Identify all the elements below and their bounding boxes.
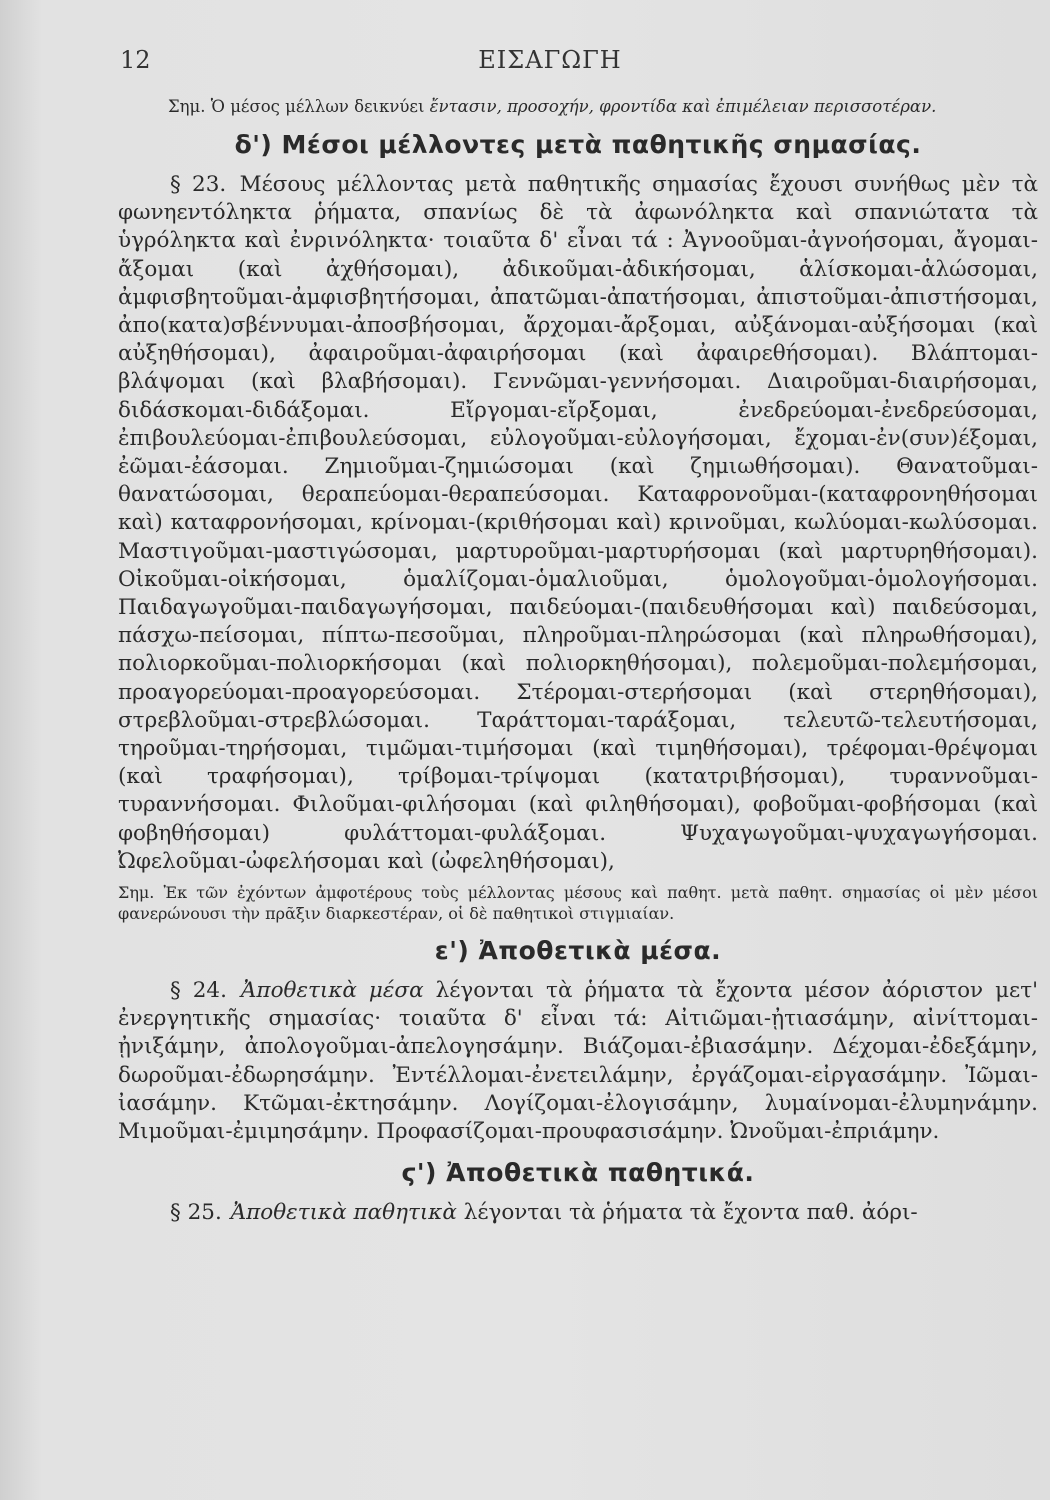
- section-heading-d: δ') Μέσοι μέλλοντες μετὰ παθητικῆς σημασίας.: [234, 130, 922, 159]
- note-label: Σημ.: [168, 97, 206, 116]
- running-title: ΕΙΣΑΓΩΓΗ: [478, 46, 622, 74]
- page-number: 12: [120, 46, 151, 74]
- note-italic-text: ἔντασιν, προσοχήν, φροντίδα καὶ ἐπιμέλειαν περισσοτέραν.: [429, 97, 937, 116]
- paragraph-mark: § 24.: [170, 978, 227, 1004]
- paragraph-text: Μέσους μέλλοντας μετὰ παθητικῆς σημασίας ἔχουσι συνήθως μὲν τὰ φωνηεντόληκτα ῥήματα, σπανίως δὲ τὰ ἀφωνόληκτα καὶ σπανιώτατα τὰ ὑγρόληκτα καὶ ἐνρινόληκτα· τοιαῦτα δ' εἶναι τά : Ἀγνοοῦμαι-ἀγνοήσομαι, ἄγομαι-ἄξομαι (καὶ ἀχθήσομαι), ἀδικοῦμαι-ἀδικήσομαι, ἁλίσκομαι-ἁλώσομαι, ἀμφισβητοῦμαι-ἀμφισβητήσομαι, ἀπατῶμαι-ἀπατήσομαι, ἀπιστοῦμαι-ἀπιστήσομαι, ἀπο(κατα)σβέννυμαι-ἀποσβήσομαι, ἄρχομαι-ἄρξομαι, αὐξάνομαι-αὐξήσομαι (καὶ αὐξηθήσομαι), ἀφαιροῦμαι-ἀφαιρήσομαι (καὶ ἀφαιρεθήσομαι). Βλάπτομαι-βλάψομαι (καὶ βλαβήσομαι). Γεννῶμαι-γεννήσομαι. Διαιροῦμαι-διαιρήσομαι, διδάσκομαι-διδάξομαι. Εἴργομαι-εἴρξομαι, ἐνεδρεύομαι-ἐνεδρεύσομαι, ἐπιβουλεύομαι-ἐπιβουλεύσομαι, εὐλογοῦμαι-εὐλογήσομαι, ἔχομαι-ἐν(συν)έξομαι, ἐῶμαι-ἐάσομαι. Ζημιοῦμαι-ζημιώσομαι (καὶ ζημιωθήσομαι). Θανατοῦμαι-θανατώσομαι, θεραπεύομαι-θεραπεύσομαι. Καταφρονοῦμαι-(καταφρονηθήσομαι καὶ) καταφρονήσομαι, κρίνομαι-(κριθήσομαι καὶ) κρινοῦμαι, κωλύομαι-κωλύσομαι. Μαστιγοῦμαι-μαστιγώσομαι, μαρτυροῦμαι-μαρτυρήσομαι (καὶ μαρτυρηθήσομαι). Οἰκοῦμαι-οἰκήσομαι, ὁμαλίζομαι-ὁμαλιοῦμαι, ὁμολογοῦμαι-ὁμολογήσομαι. Παιδαγωγοῦμαι-παιδαγωγήσομαι, παιδεύομαι-(παιδευθήσομαι καὶ) παιδεύσομαι, πάσχω-πείσομαι, πίπτω-πεσοῦμαι, πληροῦμαι-πληρώσομαι (καὶ πληρωθήσομαι), πολιορκοῦμαι-πολιορκήσομαι (καὶ πολιορκηθήσομαι), πολεμοῦμαι-πολεμήσομαι, προαγορεύομαι-προαγορεύσομαι. Στέρομαι-στερήσομαι (καὶ στερηθήσομαι), στρεβλοῦμαι-στρεβλώσομαι. Ταράττομαι-ταράξομαι, τελευτῶ-τελευτήσομαι, τηροῦμαι-τηρήσομαι, τιμῶμαι-τιμήσομαι (καὶ τιμηθήσομαι), τρέφομαι-θρέψομαι (καὶ τραφήσομαι), τρίβομαι-τρίψομαι (κατατριβήσομαι), τυραννοῦμαι-τυραννήσομαι. Φιλοῦμαι-φιλήσομαι (καὶ φιληθήσομαι), φοβοῦμαι-φοβήσομαι (καὶ φοβηθήσομαι) φυλάττομαι-φυλάξομαι. Ψυχαγωγοῦμαι-ψυχαγωγήσομαι. Ὠφελοῦμαι-ὠφελήσομαι καὶ (ὠφεληθήσομαι),: [118, 172, 1038, 874]
- paragraph-23: [118, 171, 1038, 876]
- paragraph-mark: § 25.: [170, 1200, 222, 1226]
- defined-term: Ἀποθετικὰ μέσα: [240, 978, 424, 1004]
- note-label: Σημ.: [118, 883, 155, 903]
- paragraph-mark: § 23.: [170, 172, 227, 197]
- note-text: Ἐκ τῶν ἐχόντων ἀμφοτέρους τοὺς μέλλοντας μέσους καὶ παθητ. μετὰ παθητ. σημασίας οἱ μὲν μέσοι φανερώνουσι τὴν πρᾶξιν διαρκεστέραν, οἱ δὲ παθητικοὶ στιγμιαίαν.: [118, 883, 1039, 924]
- paragraph-text: λέγονται τὰ ῥήματα τὰ ἔχοντα μέσον ἀόριστον μετ' ἐνεργητικῆς σημασίας· τοιαῦτα δ' εἶναι τά: Αἰτιῶμαι-ᾐτιασάμην, αἰνίττομαι-ᾐνιξάμην, ἀπολογοῦμαι-ἀπελογησάμην. Βιάζομαι-ἐβιασάμην. Δέχομαι-ἐδεξάμην, δωροῦμαι-ἐδωρησάμην. Ἐντέλλομαι-ἐνετειλάμην, ἐργάζομαι-εἰργασάμην. Ἰῶμαι-ἰασάμην. Κτῶμαι-ἐκτησάμην. Λογίζομαι-ἐλογισάμην, λυμαίνομαι-ἐλυμηνάμην. Μιμοῦμαι-ἐμιμησάμην. Προφασίζομαι-προυφασισάμην. Ὠνοῦμαι-ἐπριάμην.: [118, 978, 1038, 1145]
- paragraph-text: λέγονται τὰ ῥήματα τὰ ἔχοντα παθ. ἀόρι-: [463, 1200, 918, 1226]
- page-header: [110, 40, 990, 80]
- paragraph-25: [118, 1199, 1038, 1227]
- paragraph-24: [118, 977, 1038, 1146]
- defined-term: Ἀποθετικὰ παθητικὰ: [230, 1200, 457, 1226]
- note-text: Ὁ μέσος μέλλων δεικνύει: [210, 97, 425, 116]
- section-heading-f: ϛ') Ἀποθετικὰ παθητικά.: [401, 1158, 755, 1188]
- section-d-note: [118, 882, 1038, 924]
- page-content: [118, 96, 1038, 1228]
- top-note: [118, 96, 1038, 118]
- section-heading-e: ε') Ἀποθετικὰ μέσα.: [434, 936, 722, 966]
